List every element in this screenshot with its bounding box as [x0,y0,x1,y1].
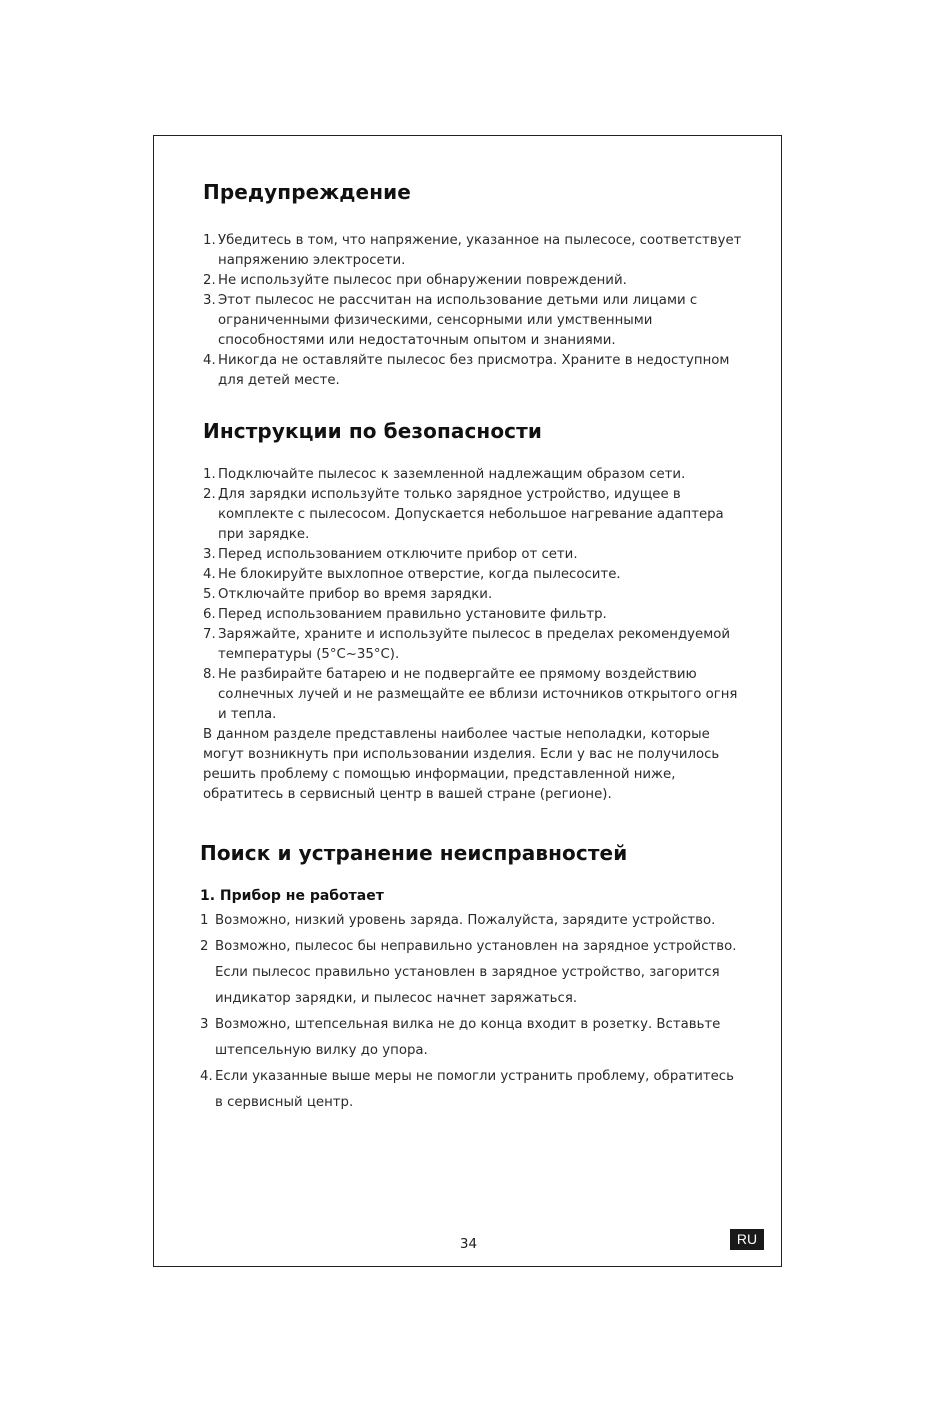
safety-list [203,465,743,725]
troubleshooting-item: 4. Если указанные выше меры не помогли устранить проблему, обратитесь в сервисный центр. [200,1069,734,1110]
warning-item: 2. Не используйте пылесос при обнаружении повреждений. [203,273,627,288]
safety-item: 3. Перед использованием отключите прибор от сети. [203,547,578,562]
page-number: 34 [459,1236,478,1252]
safety-item: 4. Не блокируйте выхлопное отверстие, когда пылесосите. [203,567,621,582]
language-badge: RU [730,1229,764,1250]
troubleshooting-intro: В данном разделе представлены наиболее частые неполадки, которые могут возникнуть при использовании изделия. Если у вас не получилось решить проблему с помощью информации, представленной ниже, обратитесь в сервисный центр в вашей стране (регионе). [203,727,720,802]
safety-item: 6. Перед использованием правильно установите фильтр. [203,607,607,622]
troubleshooting-item: 1 Возможно, низкий уровень заряда. Пожалуйста, зарядите устройство. [200,913,716,928]
warning-title: Предупреждение [203,180,411,204]
troubleshooting-item: 3 Возможно, штепсельная вилка не до конца входит в розетку. Вставьте штепсельную вилку до упора. [200,1017,721,1058]
safety-item: 1. Подключайте пылесос к заземленной надлежащим образом сети. [203,467,686,482]
troubleshooting-title: Поиск и устранение неисправностей [200,841,628,865]
warning-item: 4. Никогда не оставляйте пылесос без присмотра. Храните в недоступном для детей месте. [203,353,730,388]
safety-item: 8. Не разбирайте батарею и не подвергайте ее прямому воздействию солнечных лучей и не размещайте ее вблизи источников открытого огня и тепла. [203,667,738,722]
problem-subtitle: 1. Прибор не работает [200,888,384,904]
safety-item: 2. Для зарядки используйте только зарядное устройство, идущее в комплекте с пылесосом. Допускается небольшое нагревание адаптера при зарядке. [203,487,724,542]
warning-item: 1. Убедитесь в том, что напряжение, указанное на пылесосе, соответствует напряжению электросети. [203,233,742,268]
troubleshooting-item: 2 Возможно, пылесос бы неправильно установлен на зарядное устройство. Если пылесос правильно установлен в зарядное устройство, загорится индикатор зарядки, и пылесос начнет заряжаться. [200,939,737,1006]
troubleshooting-list [200,908,743,1116]
safety-item: 5. Отключайте прибор во время зарядки. [203,587,493,602]
safety-title: Инструкции по безопасности [203,419,542,443]
warning-list [203,231,743,391]
manual-page [153,135,782,1267]
page-content [200,180,743,1116]
safety-item: 7. Заряжайте, храните и используйте пылесос в пределах рекомендуемой температуры (5°C~35°C). [203,627,731,662]
warning-item: 3. Этот пылесос не рассчитан на использование детьми или лицами с ограниченными физическими, сенсорными или умственными способностями или недостаточным опытом и знаниями. [203,293,698,348]
